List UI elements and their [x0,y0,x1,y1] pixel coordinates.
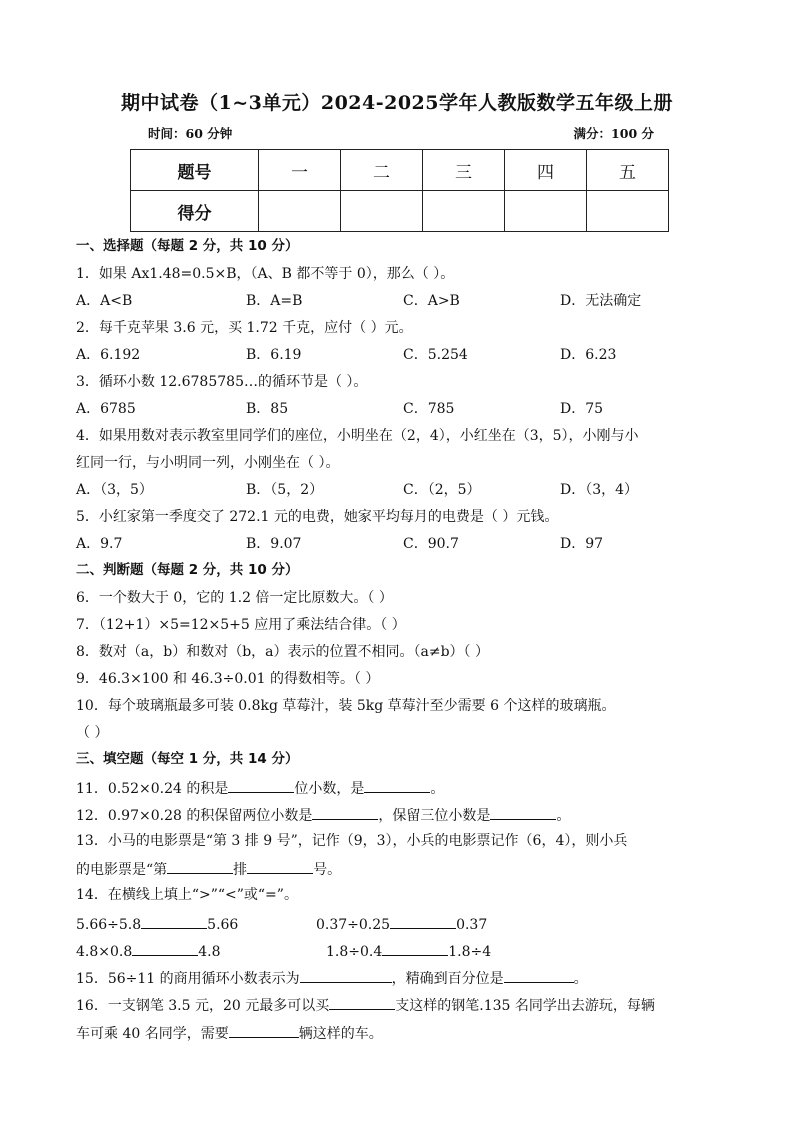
q12-text-3: 。 [556,808,571,824]
q13-text-2: 排 [233,862,248,878]
q16-text-1: 16．一支钢笔 3.5 元，20 元最多可以买 [76,998,330,1014]
page-title: 期中试卷（1~3单元）2024-2025学年人教版数学五年级上册 [120,92,673,114]
q14-compare-1 [76,916,238,932]
score-table-score-row [131,191,669,232]
answer-blank[interactable] [132,943,198,956]
q14-left-expr: 1.8÷0.4 [326,944,383,960]
q16-text-3: 车可乘 40 名同学，需要 [76,1026,229,1042]
score-table-cell: 三 [423,150,505,191]
score-table-cell: 一 [259,150,341,191]
q14-right-expr: 0.37 [456,917,488,933]
score-table-cell: 四 [505,150,587,191]
score-table-header-row [131,150,669,191]
q3-option-a: A．6785 [76,401,136,417]
score-table-cell: 五 [587,150,669,191]
question-15 [76,970,588,986]
q16-text-4: 辆这样的车。 [298,1026,383,1042]
answer-blank[interactable] [329,997,395,1010]
q11-text-2: 位小数，是 [294,781,365,797]
score-table [130,149,669,232]
question-10-line-2: （ ） [76,725,109,741]
q14-left-expr: 5.66÷5.8 [76,917,142,933]
q2-option-a: A．6.192 [76,347,141,363]
score-input-cell[interactable] [259,191,341,232]
q16-text-2: 支这样的钢笔.135 名同学出去游玩，每辆 [395,998,655,1014]
q14-left-expr: 4.8×0.8 [76,944,133,960]
answer-blank[interactable] [504,970,574,983]
question-3: 3．循环小数 12.6785785…的循环节是（ ）。 [76,374,368,390]
question-10-line-1: 10．每个玻璃瓶最多可装 0.8kg 草莓汁，装 5kg 草莓汁至少需要 6 个这样的玻璃瓶。 [76,698,616,714]
question-16-line-1 [76,997,655,1013]
q14-right-expr: 4.8 [198,944,221,960]
q4-option-b: B．（5，2） [246,482,324,498]
q14-right-expr: 1.8÷4 [448,944,492,960]
answer-blank[interactable] [167,861,233,874]
question-8: 8．数对（a，b）和数对（b，a）表示的位置不相同。（a≠b）（ ） [76,644,490,660]
section-heading-fill: 三、填空题（每空 1 分，共 14 分） [76,751,299,767]
q1-option-a: A．A<B [76,293,133,309]
q15-text-1: 15．56÷11 的商用循环小数表示为 [76,971,300,987]
q14-left-expr: 0.37÷0.25 [316,917,391,933]
question-5: 5．小红家第一季度交了 272.1 元的电费，她家平均每月的电费是（ ）元钱。 [76,509,559,525]
answer-blank[interactable] [382,943,448,956]
answer-blank[interactable] [228,780,294,793]
score-table-cell: 得分 [131,191,259,232]
q2-option-c: C．5.254 [403,347,468,363]
answer-blank[interactable] [364,780,430,793]
q1-option-c: C．A>B [403,293,460,309]
q3-option-b: B．85 [246,401,289,417]
q2-option-d: D．6.23 [560,347,617,363]
q4-option-d: D．（3，4） [560,482,639,498]
q11-text-1: 11．0.52×0.24 的积是 [76,781,229,797]
score-table-cell: 二 [341,150,423,191]
q5-option-b: B．9.07 [246,536,302,552]
answer-blank[interactable] [229,1025,299,1038]
section-heading-choice: 一、选择题（每题 2 分，共 10 分） [76,238,299,254]
question-16-line-2 [76,1025,383,1041]
answer-blank[interactable] [300,970,392,983]
question-14: 14．在横线上填上“>”“<”或“=”。 [76,887,298,903]
question-13-line-2 [76,861,341,877]
question-4-line-2: 红同一行，与小明同一列，小刚坐在（ ）。 [76,455,340,471]
question-9: 9．46.3×100 和 46.3÷0.01 的得数相等。（ ） [76,671,380,687]
score-input-cell[interactable] [423,191,505,232]
q15-text-3: 。 [573,971,588,987]
q1-option-b: B．A=B [246,293,303,309]
score-input-cell[interactable] [505,191,587,232]
q13-text-1: 的电影票是“第 [76,862,168,878]
score-table-cell: 题号 [131,150,259,191]
question-7: 7．（12+1）×5=12×5+5 应用了乘法结合律。（ ） [76,617,406,633]
question-4-line-1: 4．如果用数对表示教室里同学们的座位，小明坐在（2，4），小红坐在（3，5），小刚与小 [76,428,639,444]
question-12 [76,807,570,823]
q14-compare-2 [316,916,487,932]
q5-option-c: C．90.7 [403,536,459,552]
q14-right-expr: 5.66 [207,917,239,933]
q12-text-2: ，保留三位小数是 [378,808,491,824]
score-input-cell[interactable] [341,191,423,232]
q5-option-d: D．97 [560,536,604,552]
q1-option-d: D．无法确定 [560,293,642,309]
q11-text-3: 。 [430,781,445,797]
answer-blank[interactable] [247,861,313,874]
section-heading-judge: 二、判断题（每题 2 分，共 10 分） [76,562,299,578]
q4-option-c: C．（2，5） [403,482,481,498]
q13-text-3: 号。 [313,862,342,878]
answer-blank[interactable] [312,807,378,820]
question-11 [76,780,444,796]
question-13-line-1: 13．小马的电影票是“第 3 排 9 号”，记作（9，3），小兵的电影票记作（6，4），则小兵 [76,833,628,849]
q14-compare-3 [76,943,221,959]
q12-text-1: 12．0.97×0.28 的积保留两位小数是 [76,808,313,824]
q5-option-a: A．9.7 [76,536,123,552]
answer-blank[interactable] [141,916,207,929]
q4-option-a: A．（3，5） [76,482,153,498]
q15-text-2: ，精确到百分位是 [391,971,504,987]
score-input-cell[interactable] [587,191,669,232]
full-score: 满分：100 分 [573,126,654,141]
question-1: 1．如果 Ax1.48=0.5×B，（A、B 都不等于 0），那么（ ）。 [76,266,455,282]
answer-blank[interactable] [390,916,456,929]
q3-option-d: D．75 [560,401,604,417]
question-6: 6．一个数大于 0，它的 1.2 倍一定比原数大。（ ） [76,590,393,606]
q3-option-c: C．785 [403,401,455,417]
q14-compare-4 [326,943,491,959]
q2-option-b: B．6.19 [246,347,302,363]
question-2: 2．每千克苹果 3.6 元，买 1.72 千克，应付（ ）元。 [76,320,413,336]
exam-time: 时间：60 分钟 [148,126,233,141]
answer-blank[interactable] [490,807,556,820]
